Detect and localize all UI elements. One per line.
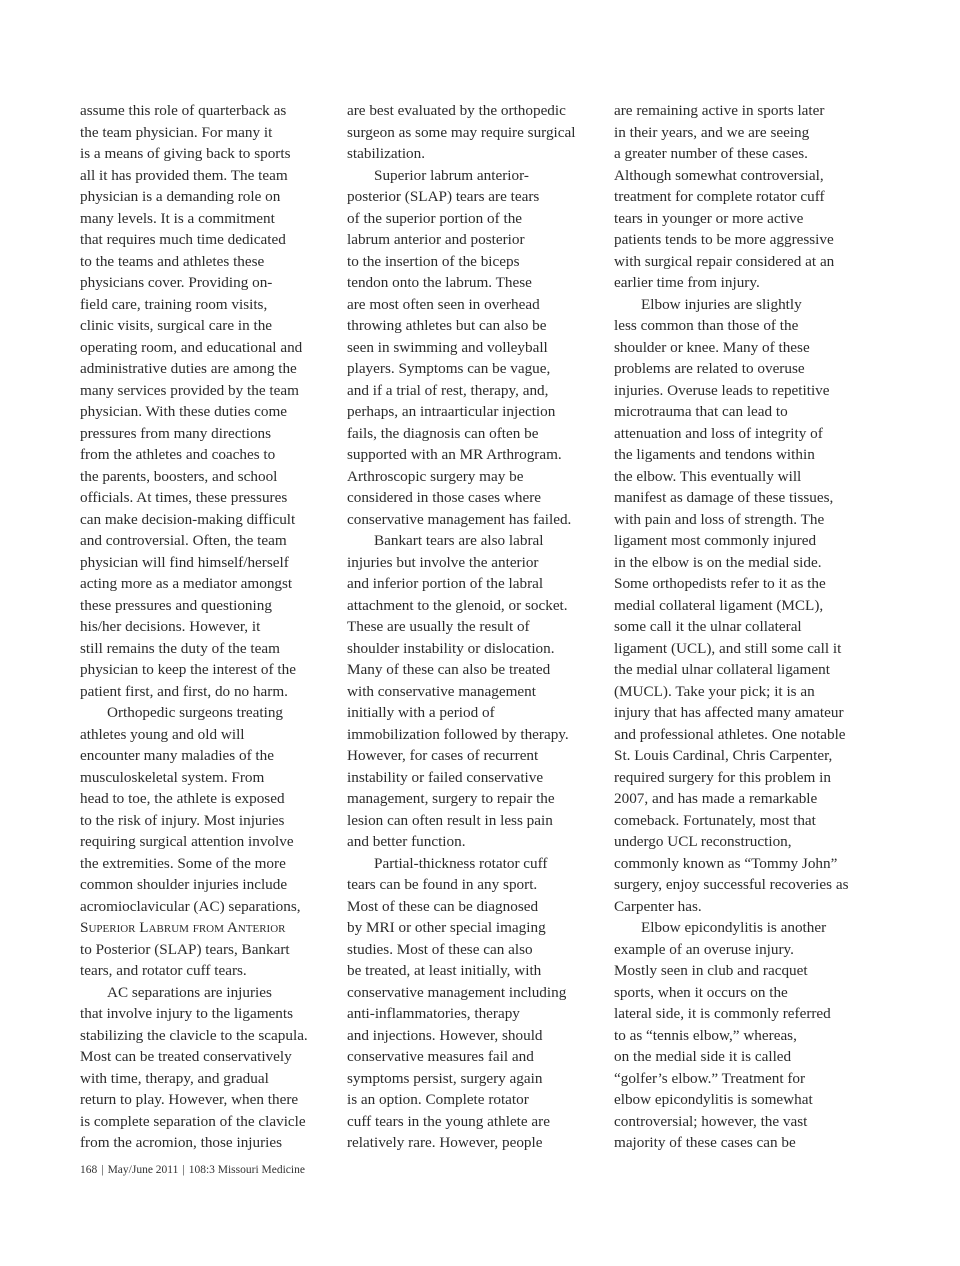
text-line: to Posterior (SLAP) tears, Bankart [80,940,290,958]
text-line: officials. At times, these pressures [80,489,288,506]
text-line: studies. Most of these can also [347,940,533,958]
text-line: labrum anterior and posterior [347,231,525,248]
text-line: the team physician. For many it [80,123,273,141]
text-line: shoulder or knee. Many of these [614,338,810,356]
text-line: example of an overuse injury. [614,940,794,958]
text-line: stabilization. [347,145,426,162]
text-line: microtrauma that can lead to [614,403,788,420]
text-line: operating room, and educational and [80,338,303,356]
text-line: are best evaluated by the orthopedic [347,102,566,119]
text-line: the parents, boosters, and school [80,467,278,485]
text-line: attenuation and loss of integrity of [614,424,823,442]
text-line: tears can be found in any sport. [347,876,538,893]
text-line: less common than those of the [614,317,799,334]
text-line: musculoskeletal system. From [80,768,265,786]
text-line: that requires much time dedicated [80,231,286,248]
text-line: tendon onto the labrum. These [347,274,532,291]
text-line: cuff tears in the young athlete are [347,1112,550,1130]
text-line: in the elbow is on the medial side. [614,553,822,571]
page-number: 168 [80,1164,98,1176]
text-line: physician will find himself/herself [80,553,289,571]
text-line: acromioclavicular (AC) separations, [80,897,301,915]
text-line: Most can be treated conservatively [80,1048,292,1065]
text-line: in their years, and we are seeing [614,123,810,141]
text-line: field care, training room visits, [80,295,268,313]
text-line: fails, the diagnosis can often be [347,424,539,442]
text-line: to as “tennis elbow,” whereas, [614,1026,797,1044]
text-line: the ligaments and tendons within [614,446,815,463]
text-line: ligament (UCL), and still some call it [614,639,842,657]
text-line: some call it the ulnar collateral [614,618,802,635]
text-line: that involve injury to the ligaments [80,1005,294,1022]
footer-separator: | [182,1164,185,1176]
text-line: Superior Labrum from Anterior [80,919,286,936]
text-line: and controversial. Often, the team [80,532,287,549]
text-line: sports, when it occurs on the [614,983,788,1001]
text-line: and better function. [347,833,466,850]
text-line: tears in younger or more active [614,209,804,227]
text-line: are remaining active in sports later [614,102,825,119]
text-line: commonly known as “Tommy John” [614,854,838,872]
text-line: and inferior portion of the labral [347,575,544,592]
text-line: Some orthopedists refer to it as the [614,575,826,592]
text-column-3 [614,100,866,1154]
text-line: common shoulder injuries include [80,876,288,893]
text-line: Bankart tears are also labral [374,532,544,549]
text-line: of the superior portion of the [347,209,523,227]
text-line: on the medial side it is called [614,1048,792,1065]
page-footer [80,1164,305,1176]
text-line: injury that has affected many amateur [614,704,844,721]
text-line: a greater number of these cases. [614,145,808,162]
text-line: physicians cover. Providing on- [80,274,273,291]
text-line: Orthopedic surgeons treating [107,704,284,721]
text-line: is complete separation of the clavicle [80,1112,306,1130]
text-line: from the acromion, those injuries [80,1134,283,1151]
text-line: throwing athletes but can also be [347,317,547,334]
text-line: and professional athletes. One notable [614,725,846,743]
text-column-2 [347,100,599,1154]
text-line: are most often seen in overhead [347,295,540,313]
text-line: injuries but involve the anterior [347,553,539,571]
text-line: with pain and loss of strength. The [614,510,825,528]
text-line: administrative duties are among the [80,360,297,377]
text-line: lateral side, it is commonly referred [614,1005,831,1022]
text-line: posterior (SLAP) tears are tears [347,188,540,205]
text-line: still remains the duty of the team [80,639,280,657]
text-line: Superior labrum anterior- [374,166,529,184]
text-line: comeback. Fortunately, most that [614,811,816,829]
text-line: required surgery for this problem in [614,768,831,786]
text-line: with conservative management [347,682,536,700]
text-line: by MRI or other special imaging [347,919,546,936]
text-line: medial collateral ligament (MCL), [614,596,824,614]
text-line: conservative management has failed. [347,510,572,528]
text-line: Although somewhat controversial, [614,166,824,184]
text-line: initially with a period of [347,704,495,721]
text-line: elbow epicondylitis is somewhat [614,1091,813,1108]
text-line: his/her decisions. However, it [80,618,261,635]
text-line: conservative measures fail and [347,1048,534,1065]
text-line: with time, therapy, and gradual [80,1069,269,1087]
text-line: attachment to the glenoid, or socket. [347,596,568,614]
text-line: earlier time from injury. [614,274,760,291]
text-column-1 [80,100,330,1154]
text-line: Many of these can also be treated [347,661,551,678]
text-line: problems are related to overuse [614,360,805,377]
text-line: conservative management including [347,983,567,1001]
text-line: athletes young and old will [80,725,245,743]
text-line: physician to keep the interest of the [80,661,296,678]
text-line: stabilizing the clavicle to the scapula. [80,1026,308,1044]
text-line: can make decision-making difficult [80,510,296,528]
text-line: all it has provided them. The team [80,166,288,184]
text-line: manifest as damage of these tissues, [614,489,834,506]
text-line: Elbow injuries are slightly [641,295,802,313]
text-line: many services provided by the team [80,381,299,399]
text-line: tears, and rotator cuff tears. [80,962,247,979]
text-line: patients tends to be more aggressive [614,231,834,248]
text-line: players. Symptoms can be vague, [347,360,551,377]
text-line: AC separations are injuries [107,983,272,1001]
text-line: encounter many maladies of the [80,747,274,764]
text-line: to the teams and athletes these [80,252,265,270]
text-line: surgeon as some may require surgical [347,123,576,141]
text-line: from the athletes and coaches to [80,446,276,463]
text-line: head to toe, the athlete is exposed [80,790,285,807]
text-line: the medial ulnar collateral ligament [614,661,830,678]
text-line: seen in swimming and volleyball [347,338,548,356]
text-line: many levels. It is a commitment [80,209,275,227]
text-line: with surgical repair considered at an [614,252,835,270]
text-line: immobilization followed by therapy. [347,725,569,743]
text-line: requiring surgical attention involve [80,833,294,850]
text-line: and injections. However, should [347,1026,543,1044]
text-line: majority of these cases can be [614,1134,796,1151]
text-line: supported with an MR Arthrogram. [347,446,562,463]
text-line: injuries. Overuse leads to repetitive [614,381,830,399]
journal-name: 108:3 Missouri Medicine [188,1164,305,1176]
text-line: is an option. Complete rotator [347,1091,529,1108]
text-line: management, surgery to repair the [347,790,555,807]
text-line: and if a trial of rest, therapy, and, [347,381,549,399]
text-line: these pressures and questioning [80,596,272,614]
text-line: treatment for complete rotator cuff [614,188,825,205]
text-line: is a means of giving back to sports [80,145,291,162]
text-line: 2007, and has made a remarkable [614,790,818,807]
text-line: anti-inflammatories, therapy [347,1005,520,1022]
text-line: the extremities. Some of the more [80,854,286,872]
text-line: be treated, at least initially, with [347,962,542,979]
text-line: patient first, and first, do no harm. [80,682,288,700]
text-line: to the risk of injury. Most injuries [80,811,285,829]
text-line: pressures from many directions [80,424,272,442]
text-line: St. Louis Cardinal, Chris Carpenter, [614,747,833,764]
text-line: surgery, enjoy successful recoveries as [614,876,849,893]
text-line: symptoms persist, surgery again [347,1069,543,1087]
text-line: Elbow epicondylitis is another [641,919,827,936]
text-line: “golfer’s elbow.” Treatment for [614,1069,806,1087]
text-line: the elbow. This eventually will [614,467,802,485]
text-line: Most of these can be diagnosed [347,897,539,915]
text-line: instability or failed conservative [347,768,544,786]
text-line: return to play. However, when there [80,1091,299,1108]
text-line: Carpenter has. [614,897,702,915]
text-line: Mostly seen in club and racquet [614,962,808,979]
text-line: However, for cases of recurrent [347,747,539,764]
text-line: relatively rare. However, people [347,1134,543,1151]
text-line: physician is a demanding role on [80,188,281,205]
text-line: to the insertion of the biceps [347,252,520,270]
text-line: assume this role of quarterback as [80,102,287,119]
text-line: Arthroscopic surgery may be [347,467,524,485]
text-line: lesion can often result in less pain [347,811,553,829]
text-line: clinic visits, surgical care in the [80,317,273,334]
text-line: (MUCL). Take your pick; it is an [614,682,815,700]
text-line: considered in those cases where [347,489,541,506]
text-line: These are usually the result of [347,618,530,635]
text-line: ligament most commonly injured [614,532,817,549]
text-line: shoulder instability or dislocation. [347,639,555,657]
issue-date: May/June 2011 [107,1164,179,1176]
text-line: controversial; however, the vast [614,1112,808,1130]
text-line: physician. With these duties come [80,403,288,420]
text-line: Partial-thickness rotator cuff [374,854,548,872]
text-line: undergo UCL reconstruction, [614,833,792,850]
text-line: acting more as a mediator amongst [80,575,293,592]
text-line: perhaps, an intraarticular injection [347,403,556,420]
footer-separator: | [101,1164,104,1176]
